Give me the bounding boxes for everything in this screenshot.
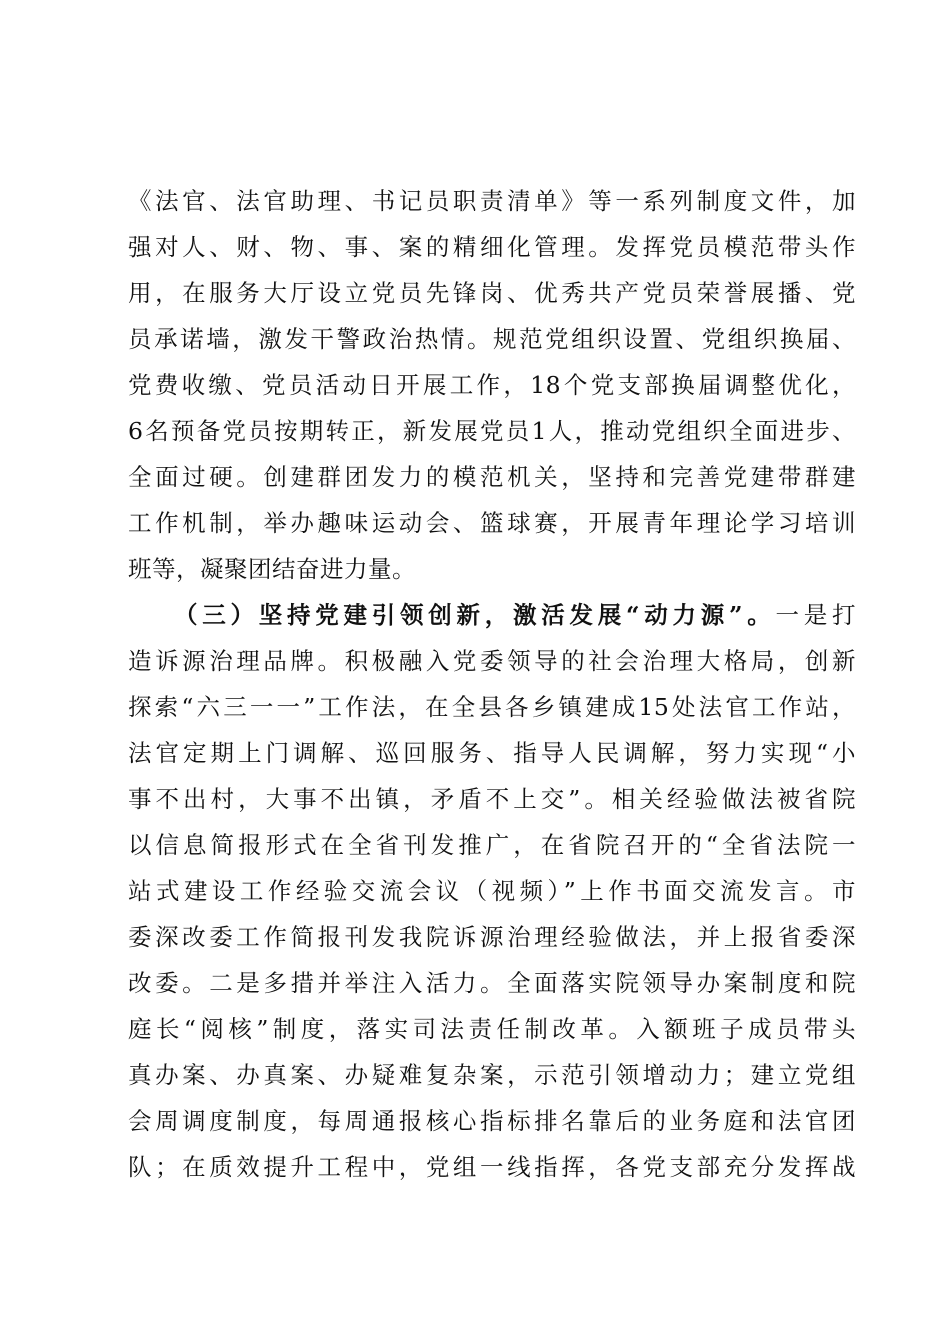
paragraph-party-building-management xyxy=(128,178,856,592)
paragraph-innovation-section xyxy=(128,592,856,1190)
paragraph-line: 事不出村，大事不出镇，矛盾不上交”。相关经验做法被省院 xyxy=(128,785,856,813)
paragraph-line: 队；在质效提升工程中，党组一线指挥，各党支部充分发挥战 xyxy=(128,1153,856,1181)
paragraph-line: 委深改委工作简报刊发我院诉源治理经验做法，并上报省委深 xyxy=(128,923,856,951)
section-heading: （三）坚持党建引领创新，激活发展“动力源”。 xyxy=(174,601,776,629)
paragraph-line: 员承诺墙，激发干警政治热情。规范党组织设置、党组织换届、 xyxy=(128,325,856,353)
paragraph-line: 造诉源治理品牌。积极融入党委领导的社会治理大格局，创新 xyxy=(128,647,856,675)
paragraph-line: 庭长“阅核”制度，落实司法责任制改革。入额班子成员带头 xyxy=(128,1015,856,1043)
section-first-line xyxy=(128,592,856,638)
paragraph-line: 探索“六三一一”工作法，在全县各乡镇建成15处法官工作站， xyxy=(128,693,856,721)
paragraph-line: 党费收缴、党员活动日开展工作，18个党支部换届调整优化， xyxy=(128,371,856,399)
paragraph-line: 会周调度制度，每周通报核心指标排名靠后的业务庭和法官团 xyxy=(128,1107,856,1135)
paragraph-line: 《法官、法官助理、书记员职责清单》等一系列制度文件，加 xyxy=(128,187,856,215)
paragraph-line: 用，在服务大厅设立党员先锋岗、优秀共产党员荣誉展播、党 xyxy=(128,279,856,307)
paragraph-line: 以信息简报形式在全省刊发推广，在省院召开的“全省法院一 xyxy=(128,831,856,859)
paragraph-line: 真办案、办真案、办疑难复杂案，示范引领增动力；建立党组 xyxy=(128,1061,856,1089)
paragraph-line: 6名预备党员按期转正，新发展党员1人，推动党组织全面进步、 xyxy=(128,417,856,445)
paragraph-line: 站式建设工作经验交流会议（视频）”上作书面交流发言。市 xyxy=(128,877,856,905)
section-first-line-text: 一是打 xyxy=(775,601,856,629)
paragraph-line: 法官定期上门调解、巡回服务、指导人民调解，努力实现“小 xyxy=(128,739,856,767)
paragraph-line: 工作机制，举办趣味运动会、篮球赛，开展青年理论学习培训 xyxy=(128,509,856,537)
paragraph-line: 班等，凝聚团结奋进力量。 xyxy=(128,555,416,583)
paragraph-line: 强对人、财、物、事、案的精细化管理。发挥党员模范带头作 xyxy=(128,233,856,261)
paragraph-line: 改委。二是多措并举注入活力。全面落实院领导办案制度和院 xyxy=(128,969,856,997)
paragraph-line: 全面过硬。创建群团发力的模范机关，坚持和完善党建带群建 xyxy=(128,463,856,491)
